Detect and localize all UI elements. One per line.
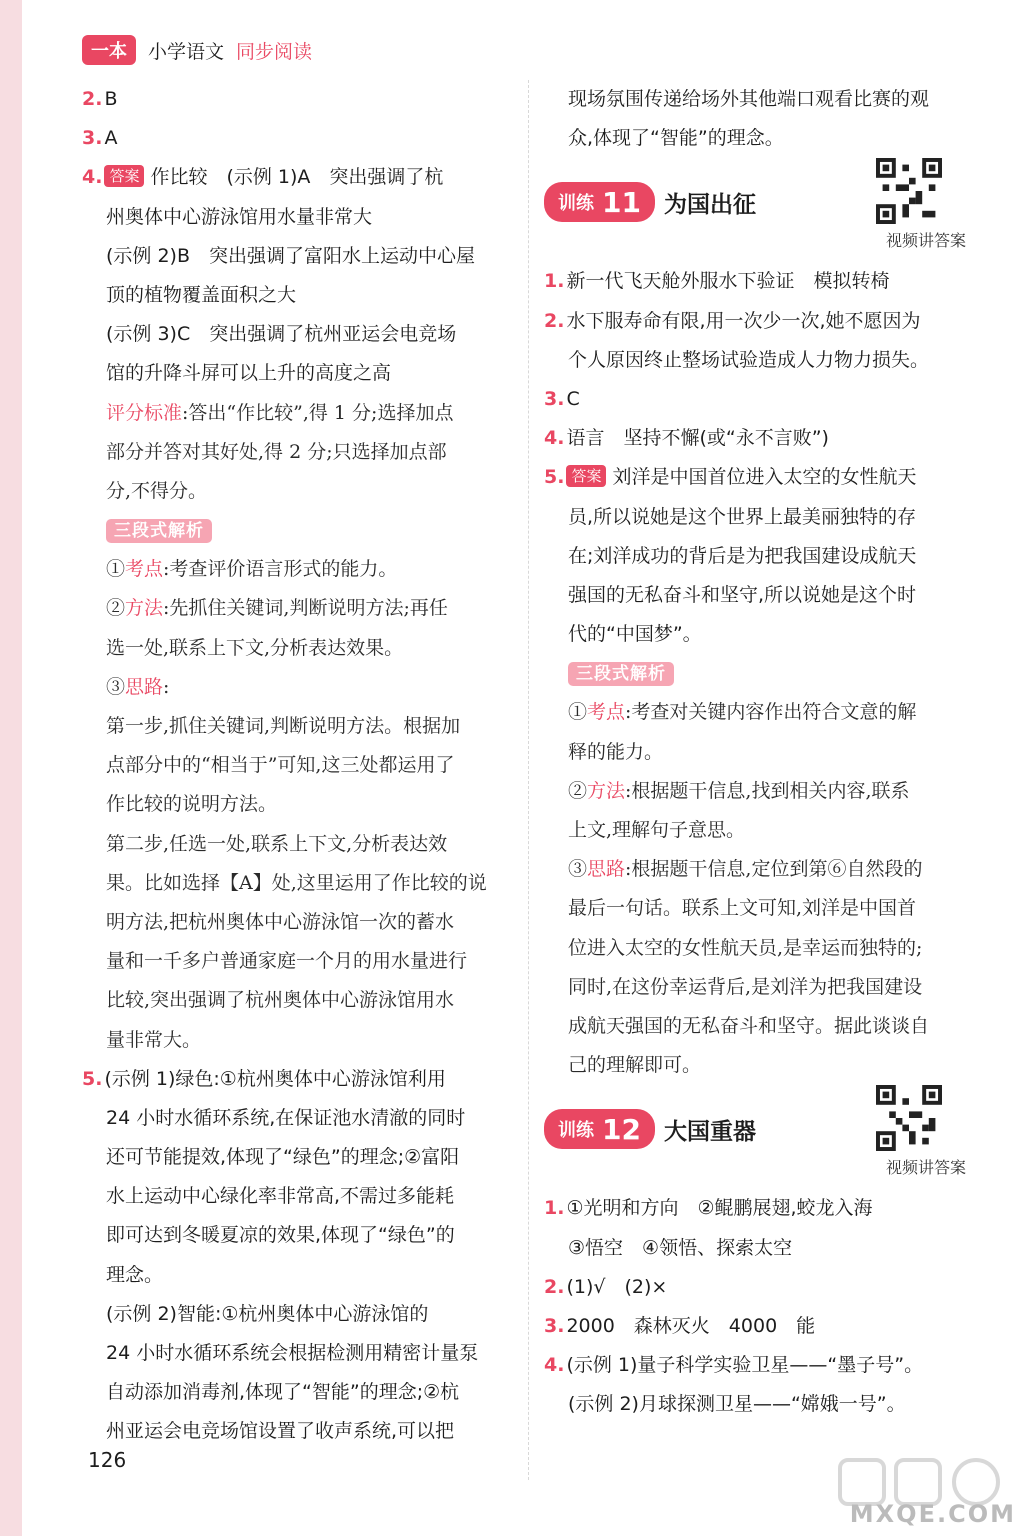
answer-line: 顶的植物覆盖面积之大 bbox=[106, 283, 297, 306]
score-criteria: 评分标准:答出“作比较”,得 1 分;选择加点 bbox=[106, 401, 454, 424]
analysis-line: 第一步,抓住关键词,判断说明方法。根据加 bbox=[106, 715, 461, 737]
answer-line: 在;刘洋成功的背后是为把我国建设成航天 bbox=[568, 544, 917, 567]
analysis-fangfa: ②方法:先抓住关键词,判断说明方法;再任 bbox=[106, 597, 448, 620]
answer-3: 3. A bbox=[82, 127, 118, 150]
continued-line: 现场氛围传递给场外其他端口观看比赛的观 bbox=[568, 88, 930, 110]
score-line: 部分并答对其好处,得 2 分;只选择加点部 bbox=[106, 440, 447, 463]
analysis-line: 点部分中的“相当于”可知,这三处都运用了 bbox=[106, 754, 455, 777]
column-divider bbox=[528, 80, 529, 1480]
analysis-kaodian: ①考点:考查对关键内容作出符合文意的解 bbox=[568, 701, 917, 724]
training-badge: 训练 11 bbox=[544, 182, 655, 222]
analysis-title: 三段式解析 bbox=[106, 519, 212, 543]
analysis-line: 位进入太空的女性航天员,是幸运而独特的; bbox=[568, 936, 923, 959]
answer-line: 24 小时水循环系统会根据检测用精密计量泵 bbox=[106, 1342, 479, 1364]
page-number: 126 bbox=[88, 1448, 127, 1472]
analysis-fangfa: ②方法:根据题干信息,找到相关内容,联系 bbox=[568, 779, 910, 802]
series-label: 同步阅读 bbox=[236, 40, 313, 63]
training-title: 大国重器 bbox=[664, 1118, 756, 1146]
answer-tag: 答案 bbox=[104, 165, 144, 187]
analysis-line: 第二步,任选一处,联系上下文,分析表达效 bbox=[106, 832, 448, 855]
training-11-header bbox=[544, 158, 974, 262]
answer-5: 5. (示例 1)绿色:①杭州奥体中心游泳馆利用 24 小时水循环系统,在保证池水清澈的同时 还可节能提效,体现了“绿色”的理念;②富阳 水上运动中心绿化率非常高,不需过多能耗 即可达到冬暖夏凉的效果,体现了“绿色”的 理念。 (示例 2)智能:①杭州奥体中心游泳馆的 24 小时水循环系统会根据检测用精密计量泵 自动添加消毒剂,体现了“智能”的理念;②杭 州亚运会电竞场馆设置了收声系统,可以把 bbox=[82, 1060, 514, 1452]
answer-line: 州亚运会电竞场馆设置了收声系统,可以把 bbox=[106, 1420, 455, 1443]
right-column bbox=[544, 80, 974, 1424]
continued-line: 众,体现了“智能”的理念。 bbox=[568, 127, 784, 150]
answer-line: 即可达到冬暖夏凉的效果,体现了“绿色”的 bbox=[106, 1224, 455, 1247]
answer-line: 员,所以说她是这个世界上最美丽独特的存 bbox=[568, 505, 917, 528]
answer-line: (示例 2)智能:①杭州奥体中心游泳馆的 bbox=[106, 1302, 429, 1325]
analysis-line: 果。比如选择【A】处,这里运用了作比较的说 bbox=[106, 871, 487, 894]
qr-label: 视频讲答案 bbox=[885, 1158, 966, 1178]
page-side-band bbox=[0, 0, 22, 1536]
answer-4: 4. 答案 作比较 (示例 1)A 突出强调了杭 州奥体中心游泳馆用水量非常大 (示例 2)B 突出强调了富阳水上运动中心屋 顶的植物覆盖面积之大 (示例 3)C 突出强调了杭州亚运会电竞场 馆的升降斗屏可以上升的高度之高 评分标准:答出“作比较”,得 1 分;选择加点 部分并答对其好处,得 2 分;只选择加点部 分,不得分。 bbox=[82, 158, 514, 511]
answer-line: 还可节能提效,体现了“绿色”的理念;②富阳 bbox=[106, 1146, 460, 1169]
analysis-line: 比较,突出强调了杭州奥体中心游泳馆用水 bbox=[106, 989, 455, 1012]
analysis-line: 己的理解即可。 bbox=[568, 1054, 702, 1077]
answer-line: 个人原因终止整场试验造成人力物力损失。 bbox=[568, 348, 930, 371]
answer-line: (示例 3)C 突出强调了杭州亚运会电竞场 bbox=[106, 323, 457, 346]
analysis-line: 明方法,把杭州奥体中心游泳馆一次的蓄水 bbox=[106, 910, 455, 933]
analysis-silu: ③思路: bbox=[106, 675, 170, 698]
answer-line: (示例 2)B 突出强调了富阳水上运动中心屋 bbox=[106, 244, 475, 267]
left-column bbox=[82, 80, 514, 1452]
analysis-title: 三段式解析 bbox=[568, 662, 674, 686]
score-line: 分,不得分。 bbox=[106, 479, 208, 502]
book-header bbox=[82, 32, 312, 68]
analysis-silu: ③思路:根据题干信息,定位到第⑥自然段的 bbox=[568, 858, 923, 881]
training-12-answers: 1. ①光明和方向 ②鲲鹏展翅,蛟龙入海 ③悟空 ④领悟、探索太空 2. (1)√ (2)× 3. 2000 森林灭火 4000 能 4. (示例 1)量子科学实验卫星——“墨子号”。 (示例 2)月球探测卫星——“嫦娥一号”。 bbox=[544, 1189, 974, 1424]
qr-code-icon[interactable] bbox=[876, 1085, 942, 1151]
analysis-kaodian: ①考点:考查评价语言形式的能力。 bbox=[106, 558, 398, 581]
analysis-line: 成航天强国的无私奋斗和坚守。据此谈谈自 bbox=[568, 1014, 930, 1037]
training-title: 为国出征 bbox=[664, 191, 756, 219]
answer-line: 州奥体中心游泳馆用水量非常大 bbox=[106, 205, 373, 228]
answer-line: (示例 2)月球探测卫星——“嫦娥一号”。 bbox=[568, 1393, 906, 1416]
answer-line: 24 小时水循环系统,在保证池水清澈的同时 bbox=[106, 1106, 466, 1129]
analysis-line: 同时,在这份幸运背后,是刘洋为把我国建设 bbox=[568, 975, 923, 998]
watermark-text: MXQE.COM bbox=[849, 1500, 1016, 1528]
answer-line: 代的“中国梦”。 bbox=[568, 623, 702, 646]
training-badge: 训练 12 bbox=[544, 1109, 655, 1149]
analysis-line: 作比较的说明方法。 bbox=[106, 793, 278, 816]
answer-line: 馆的升降斗屏可以上升的高度之高 bbox=[106, 362, 392, 385]
answer-line: 水上运动中心绿化率非常高,不需过多能耗 bbox=[106, 1185, 455, 1208]
answer-line: 强国的无私奋斗和坚守,所以说她是这个时 bbox=[568, 583, 917, 606]
answer-line: 理念。 bbox=[106, 1263, 164, 1286]
training-11-answers: 1. 新一代飞天舱外服水下验证 模拟转椅 2. 水下服寿命有限,用一次少一次,她不愿因为 个人原因终止整场试验造成人力物力损失。 3. C 4. 语言 坚持不懈(或“永不言败”) 5. 答案 刘洋是中国首位进入太空的女性航天 员,所以说她是这个世界上最美丽独特的存 在;刘洋成功的背后是为把我国建设成航天 强国的无私奋斗和坚守,所以说她是这个时 代的“中国梦”。 三段式解析 ①考点:考查对关键内容作出符合文意的解 释的能力。 ②方法:根据题干信息,找到相关内容,联系 上文,理解句子意思。 ③思路:根据题干信息,定位到第⑥自然段的 最后一句话。联系上文可知,刘洋是中国首 位进入太空的女性航天员,是幸运而独特的; 同时,在这份幸运背后,是刘洋为把我国建设 成航天强国的无私奋斗和坚守。据此谈谈自 己的理解即可。 bbox=[544, 262, 974, 1085]
answer-line: 自动添加消毒剂,体现了“智能”的理念;②杭 bbox=[106, 1381, 460, 1404]
answer-2: 2. B bbox=[82, 88, 118, 110]
answer-tag: 答案 bbox=[566, 465, 606, 487]
analysis-line: 选一处,联系上下文,分析表达效果。 bbox=[106, 636, 404, 659]
subject-label: 小学语文 bbox=[148, 40, 225, 63]
analysis-block-1 bbox=[82, 511, 514, 1060]
analysis-line: 上文,理解句子意思。 bbox=[568, 819, 746, 841]
qr-label: 视频讲答案 bbox=[885, 231, 966, 251]
qr-code-icon[interactable] bbox=[876, 158, 942, 224]
analysis-line: 释的能力。 bbox=[568, 740, 664, 763]
book-logo: 一本 bbox=[82, 35, 136, 65]
analysis-line: 量非常大。 bbox=[106, 1028, 202, 1051]
analysis-line: 最后一句话。联系上文可知,刘洋是中国首 bbox=[568, 897, 917, 920]
answer-line: ③悟空 ④领悟、探索太空 bbox=[568, 1236, 793, 1259]
training-12-header bbox=[544, 1085, 974, 1189]
analysis-line: 量和一千多户普通家庭一个月的用水量进行 bbox=[106, 950, 468, 973]
